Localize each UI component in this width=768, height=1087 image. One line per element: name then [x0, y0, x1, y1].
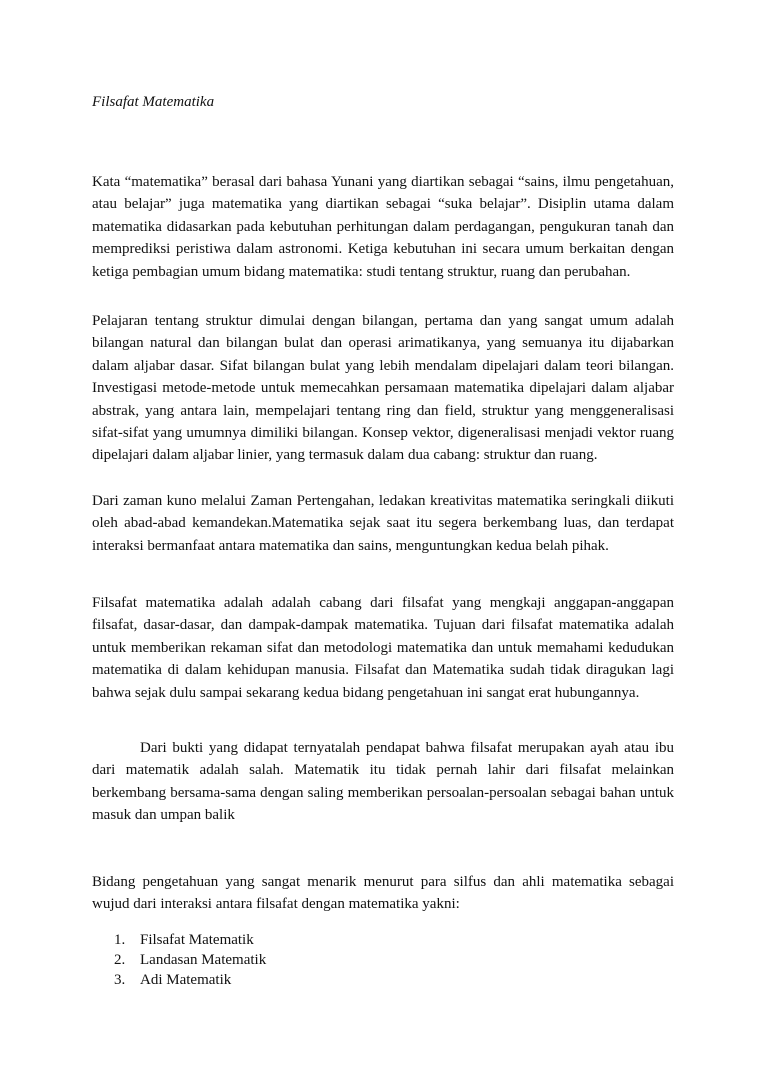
paragraph-philosophy: Filsafat matematika adalah adalah cabang dari filsafat yang mengkaji anggapan-anggapan filsafat, dasar-dasar, dan dampak-dampak matematika. Tujuan dari filsafat matematika adalah untuk memberikan rekaman sifat dan metodologi matematika dan untuk memahami kedudukan matematika di dalam kehidupan manusia. Filsafat dan Matematika sudah tidak diragukan lagi bahwa sejak dulu sampai sekarang kedua bidang pengetahuan ini sangat erat hubungannya. — [92, 595, 674, 701]
fields-list — [92, 930, 266, 990]
list-text: Filsafat Matematik — [140, 932, 254, 948]
paragraph-history: Dari zaman kuno melalui Zaman Pertengahan, ledakan kreativitas matematika seringkali diikuti oleh abad-abad kemandekan.Matematika sejak saat itu segera berkembang luas, dan terdapat interaksi bermanfaat antara matematika dan sains, menguntungkan kedua belah pihak. — [92, 493, 674, 554]
list-number: 3. — [114, 972, 126, 988]
document-title: Filsafat Matematika — [92, 94, 215, 110]
list-number: 1. — [114, 932, 126, 948]
document-page — [92, 0, 674, 1087]
paragraph-intro: Kata “matematika” berasal dari bahasa Yunani yang diartikan sebagai “sains, ilmu pengetahuan, atau belajar” juga matematika yang diartikan sebagai “suka belajar”. Disiplin utama dalam matematika didasarkan pada kebutuhan perhitungan dalam perdagangan, pengukuran tanah dan memprediksi peristiwa dalam astronomi. Ketiga kebutuhan ini secara umum berkaitan dengan ketiga pembagian umum bidang matematika: studi tentang struktur, ruang dan perubahan. — [92, 174, 674, 280]
list-item — [114, 950, 266, 970]
paragraph-structure: Pelajaran tentang struktur dimulai dengan bilangan, pertama dan yang sangat umum adalah bilangan natural dan bilangan bulat dan operasi arimatikanya, yang semuanya itu dijabarkan dalam aljabar dasar. Sifat bilangan bulat yang lebih mendalam dipelajari dalam teori bilangan. Investigasi metode-metode untuk memecahkan persamaan matematika dipelajari dalam aljabar abstrak, yang antara lain, mempelajari tentang ring dan field, struktur yang menggeneralisasi sifat-sifat yang umumnya dimiliki bilangan. Konsep vektor, digeneralisasi menjadi vektor ruang dipelajari dalam aljabar linier, yang termasuk dalam dua cabang: struktur dan ruang. — [92, 313, 674, 464]
paragraph-evidence: Dari bukti yang didapat ternyatalah pendapat bahwa filsafat merupakan ayah atau ibu dari matematik adalah salah. Matematik itu tidak pernah lahir dari filsafat melainkan berkembang bersama-sama dengan saling memberikan persoalan-persoalan sebagai bahan untuk masuk dan umpan balik — [92, 740, 674, 824]
paragraph-fields: Bidang pengetahuan yang sangat menarik menurut para silfus dan ahli matematika sebagai wujud dari interaksi antara filsafat dengan matematika yakni: — [92, 874, 674, 913]
list-text: Adi Matematik — [140, 972, 232, 988]
list-item — [114, 970, 266, 990]
list-text: Landasan Matematik — [140, 952, 267, 968]
list-item — [114, 930, 266, 950]
list-number: 2. — [114, 952, 126, 968]
